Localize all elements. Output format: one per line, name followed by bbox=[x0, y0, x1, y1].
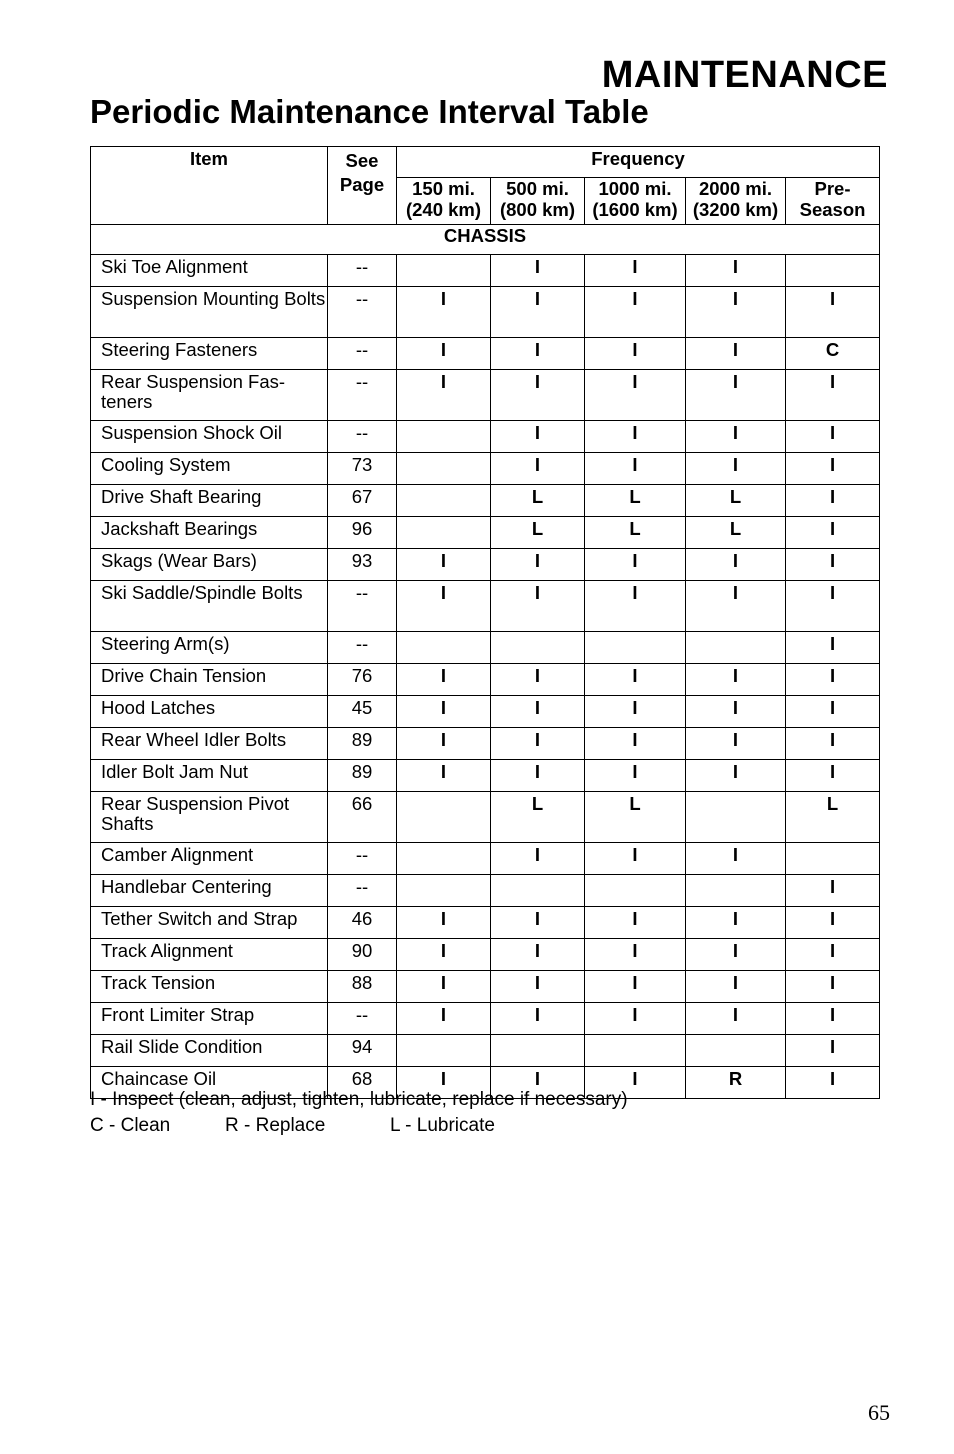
interval-mark: I bbox=[686, 664, 786, 696]
section-label-chassis: CHASSIS bbox=[91, 225, 880, 255]
interval-mark: I bbox=[686, 1003, 786, 1035]
interval-mark bbox=[397, 453, 491, 485]
interval-mark: I bbox=[585, 338, 686, 370]
item-name: Front Limiter Strap bbox=[91, 1003, 328, 1035]
see-page: 94 bbox=[328, 1035, 397, 1067]
see-page: 89 bbox=[328, 760, 397, 792]
table-row bbox=[91, 287, 880, 338]
see-page: -- bbox=[328, 421, 397, 453]
interval-mark: I bbox=[491, 338, 585, 370]
interval-mark: I bbox=[585, 581, 686, 632]
interval-mark bbox=[397, 517, 491, 549]
interval-mark: I bbox=[585, 287, 686, 338]
page-title: Periodic Maintenance Interval Table bbox=[90, 93, 649, 130]
frequency-header-line1: 500 mi. bbox=[506, 178, 569, 199]
item-name: Rail Slide Condition bbox=[91, 1035, 328, 1067]
item-name: Rear Wheel Idler Bolts bbox=[91, 728, 328, 760]
interval-mark: I bbox=[786, 971, 880, 1003]
see-page: 89 bbox=[328, 728, 397, 760]
interval-mark: I bbox=[491, 453, 585, 485]
interval-mark bbox=[397, 421, 491, 453]
see-page: 67 bbox=[328, 485, 397, 517]
interval-mark: I bbox=[491, 549, 585, 581]
see-page: 46 bbox=[328, 907, 397, 939]
table-row bbox=[91, 907, 880, 939]
interval-mark: I bbox=[786, 939, 880, 971]
interval-mark bbox=[491, 875, 585, 907]
interval-mark bbox=[686, 1035, 786, 1067]
frequency-header-line2: (1600 km) bbox=[592, 199, 678, 220]
frequency-header-line1: Pre- bbox=[814, 178, 851, 199]
table-row bbox=[91, 1003, 880, 1035]
item-name: Skags (Wear Bars) bbox=[91, 549, 328, 581]
interval-mark: I bbox=[585, 907, 686, 939]
interval-mark: I bbox=[491, 1003, 585, 1035]
interval-mark: I bbox=[397, 760, 491, 792]
table-row bbox=[91, 421, 880, 453]
table-row bbox=[91, 549, 880, 581]
interval-mark: I bbox=[491, 370, 585, 421]
item-name: Chaincase Oil bbox=[91, 1067, 328, 1099]
interval-mark: I bbox=[397, 728, 491, 760]
legend-inspect: I - Inspect (clean, adjust, tighten, lubricate, replace if necessary) bbox=[90, 1089, 628, 1110]
frequency-header-line1: 150 mi. bbox=[412, 178, 475, 199]
interval-mark: I bbox=[585, 549, 686, 581]
table-row bbox=[91, 792, 880, 843]
column-header-item: Item bbox=[91, 147, 328, 225]
item-name: Steering Arm(s) bbox=[91, 632, 328, 664]
interval-mark bbox=[585, 1035, 686, 1067]
see-page: -- bbox=[328, 843, 397, 875]
interval-mark: R bbox=[686, 1067, 786, 1099]
frequency-header-line2: (3200 km) bbox=[692, 199, 779, 220]
interval-mark: I bbox=[491, 907, 585, 939]
legend-clean: C - Clean bbox=[90, 1115, 171, 1136]
see-page: -- bbox=[328, 338, 397, 370]
item-name: Ski Toe Alignment bbox=[91, 255, 328, 287]
interval-mark: L bbox=[491, 517, 585, 549]
interval-mark: I bbox=[786, 632, 880, 664]
interval-mark: L bbox=[491, 485, 585, 517]
interval-mark: I bbox=[397, 664, 491, 696]
item-name: Cooling System bbox=[91, 453, 328, 485]
table-row bbox=[91, 255, 880, 287]
interval-mark: I bbox=[786, 1067, 880, 1099]
interval-mark: I bbox=[491, 939, 585, 971]
interval-mark: I bbox=[585, 1067, 686, 1099]
item-name: Drive Shaft Bearing bbox=[91, 485, 328, 517]
interval-mark: I bbox=[786, 728, 880, 760]
see-page: -- bbox=[328, 875, 397, 907]
table-row bbox=[91, 875, 880, 907]
legend-replace: R - Replace bbox=[225, 1115, 326, 1136]
frequency-header-4 bbox=[786, 178, 880, 225]
interval-mark: I bbox=[397, 581, 491, 632]
interval-mark: I bbox=[786, 370, 880, 421]
item-name: Rear Suspension Pivot Shafts bbox=[91, 792, 328, 843]
interval-mark: L bbox=[686, 485, 786, 517]
interval-mark: I bbox=[686, 453, 786, 485]
see-page: -- bbox=[328, 1003, 397, 1035]
interval-mark: I bbox=[491, 287, 585, 338]
frequency-header-line2: Season bbox=[799, 199, 866, 220]
interval-mark: I bbox=[585, 939, 686, 971]
interval-mark: I bbox=[786, 421, 880, 453]
item-name: Rear Suspension Fas- teners bbox=[91, 370, 328, 421]
interval-mark: I bbox=[491, 843, 585, 875]
see-page: 76 bbox=[328, 664, 397, 696]
interval-mark: L bbox=[786, 792, 880, 843]
interval-mark: I bbox=[786, 907, 880, 939]
interval-mark: I bbox=[397, 971, 491, 1003]
interval-mark: I bbox=[397, 1067, 491, 1099]
legend bbox=[90, 1087, 628, 1139]
table-row bbox=[91, 971, 880, 1003]
interval-mark: I bbox=[786, 1003, 880, 1035]
interval-mark: I bbox=[585, 421, 686, 453]
interval-mark: I bbox=[585, 664, 686, 696]
see-page: 45 bbox=[328, 696, 397, 728]
interval-mark bbox=[585, 875, 686, 907]
interval-mark bbox=[397, 792, 491, 843]
interval-mark: L bbox=[585, 485, 686, 517]
item-name: Steering Fasteners bbox=[91, 338, 328, 370]
table-row bbox=[91, 453, 880, 485]
frequency-header-2 bbox=[585, 178, 686, 225]
table-row bbox=[91, 485, 880, 517]
see-page: 88 bbox=[328, 971, 397, 1003]
see-page: 93 bbox=[328, 549, 397, 581]
interval-mark: L bbox=[491, 792, 585, 843]
frequency-header-1 bbox=[491, 178, 585, 225]
item-name: Handlebar Centering bbox=[91, 875, 328, 907]
table-row bbox=[91, 581, 880, 632]
item-name: Suspension Mounting Bolts bbox=[91, 287, 328, 338]
interval-mark: I bbox=[786, 1035, 880, 1067]
interval-mark: I bbox=[786, 517, 880, 549]
interval-mark: I bbox=[686, 939, 786, 971]
see-page: -- bbox=[328, 287, 397, 338]
interval-mark: I bbox=[397, 370, 491, 421]
interval-mark: I bbox=[397, 338, 491, 370]
interval-mark: C bbox=[786, 338, 880, 370]
see-page: 96 bbox=[328, 517, 397, 549]
interval-mark: I bbox=[491, 421, 585, 453]
interval-mark: I bbox=[491, 664, 585, 696]
interval-mark: I bbox=[491, 760, 585, 792]
item-name: Jackshaft Bearings bbox=[91, 517, 328, 549]
interval-mark bbox=[686, 875, 786, 907]
interval-mark bbox=[397, 843, 491, 875]
frequency-header-0 bbox=[397, 178, 491, 225]
interval-mark bbox=[397, 875, 491, 907]
see-page: -- bbox=[328, 370, 397, 421]
table-row bbox=[91, 664, 880, 696]
interval-mark: I bbox=[585, 760, 686, 792]
frequency-header-line2: (240 km) bbox=[405, 199, 482, 220]
interval-mark: I bbox=[491, 255, 585, 287]
interval-mark: I bbox=[585, 971, 686, 1003]
item-name: Tether Switch and Strap bbox=[91, 907, 328, 939]
interval-mark: L bbox=[585, 792, 686, 843]
section-title: MAINTENANCE bbox=[601, 54, 888, 96]
interval-mark: I bbox=[585, 696, 686, 728]
interval-mark: I bbox=[786, 875, 880, 907]
interval-mark: I bbox=[686, 549, 786, 581]
interval-mark: I bbox=[686, 696, 786, 728]
item-name: Track Alignment bbox=[91, 939, 328, 971]
see-page: -- bbox=[328, 632, 397, 664]
interval-mark: I bbox=[686, 971, 786, 1003]
frequency-header-line1: 2000 mi. bbox=[698, 178, 773, 199]
interval-mark: I bbox=[585, 370, 686, 421]
interval-mark: I bbox=[491, 696, 585, 728]
interval-mark bbox=[397, 632, 491, 664]
see-page: 73 bbox=[328, 453, 397, 485]
interval-mark: I bbox=[786, 664, 880, 696]
interval-mark: I bbox=[585, 728, 686, 760]
interval-mark: I bbox=[397, 287, 491, 338]
table-row bbox=[91, 632, 880, 664]
interval-mark: I bbox=[585, 843, 686, 875]
see-page: 66 bbox=[328, 792, 397, 843]
frequency-header-line1: 1000 mi. bbox=[598, 178, 672, 199]
interval-mark: I bbox=[491, 1067, 585, 1099]
interval-mark: I bbox=[686, 370, 786, 421]
item-name: Suspension Shock Oil bbox=[91, 421, 328, 453]
table-row bbox=[91, 696, 880, 728]
item-name: Camber Alignment bbox=[91, 843, 328, 875]
interval-mark: I bbox=[786, 287, 880, 338]
interval-mark: I bbox=[686, 338, 786, 370]
legend-lubricate: L - Lubricate bbox=[390, 1115, 495, 1136]
item-name: Ski Saddle/Spindle Bolts bbox=[91, 581, 328, 632]
interval-mark: I bbox=[686, 907, 786, 939]
interval-mark bbox=[585, 632, 686, 664]
interval-mark bbox=[686, 792, 786, 843]
column-header-frequency: Frequency bbox=[397, 147, 880, 178]
interval-mark: L bbox=[585, 517, 686, 549]
interval-mark bbox=[397, 1035, 491, 1067]
interval-mark: L bbox=[686, 517, 786, 549]
interval-mark: I bbox=[786, 549, 880, 581]
interval-mark: I bbox=[397, 907, 491, 939]
see-page: 68 bbox=[328, 1067, 397, 1099]
interval-mark: I bbox=[585, 1003, 686, 1035]
interval-mark: I bbox=[686, 287, 786, 338]
interval-mark: I bbox=[686, 728, 786, 760]
see-page: -- bbox=[328, 581, 397, 632]
interval-mark: I bbox=[686, 843, 786, 875]
item-name: Hood Latches bbox=[91, 696, 328, 728]
table-row bbox=[91, 728, 880, 760]
maintenance-interval-table bbox=[90, 146, 880, 1099]
interval-mark: I bbox=[686, 760, 786, 792]
interval-mark: I bbox=[686, 421, 786, 453]
see-page: 90 bbox=[328, 939, 397, 971]
interval-mark bbox=[786, 255, 880, 287]
interval-mark: I bbox=[686, 581, 786, 632]
interval-mark bbox=[686, 632, 786, 664]
interval-mark: I bbox=[786, 696, 880, 728]
interval-mark bbox=[397, 255, 491, 287]
interval-mark: I bbox=[397, 1003, 491, 1035]
table-row bbox=[91, 517, 880, 549]
column-header-see-page: See Page bbox=[328, 147, 397, 225]
interval-mark: I bbox=[786, 485, 880, 517]
interval-mark: I bbox=[585, 453, 686, 485]
interval-mark: I bbox=[786, 760, 880, 792]
table-row bbox=[91, 370, 880, 421]
interval-mark bbox=[786, 843, 880, 875]
table-row bbox=[91, 939, 880, 971]
interval-mark bbox=[491, 1035, 585, 1067]
frequency-header-3 bbox=[686, 178, 786, 225]
interval-mark: I bbox=[397, 939, 491, 971]
frequency-header-line2: (800 km) bbox=[499, 199, 576, 220]
table-row bbox=[91, 843, 880, 875]
interval-mark: I bbox=[686, 255, 786, 287]
item-name: Idler Bolt Jam Nut bbox=[91, 760, 328, 792]
table-row bbox=[91, 760, 880, 792]
interval-mark: I bbox=[786, 453, 880, 485]
interval-mark: I bbox=[491, 728, 585, 760]
interval-mark: I bbox=[397, 549, 491, 581]
interval-mark bbox=[397, 485, 491, 517]
interval-mark: I bbox=[585, 255, 686, 287]
item-name: Drive Chain Tension bbox=[91, 664, 328, 696]
interval-mark bbox=[491, 632, 585, 664]
interval-mark: I bbox=[491, 971, 585, 1003]
table-row bbox=[91, 1035, 880, 1067]
interval-mark: I bbox=[491, 581, 585, 632]
item-name: Track Tension bbox=[91, 971, 328, 1003]
interval-mark: I bbox=[397, 696, 491, 728]
see-page: -- bbox=[328, 255, 397, 287]
page-number: 65 bbox=[868, 1400, 890, 1425]
interval-mark: I bbox=[786, 581, 880, 632]
table-row bbox=[91, 338, 880, 370]
